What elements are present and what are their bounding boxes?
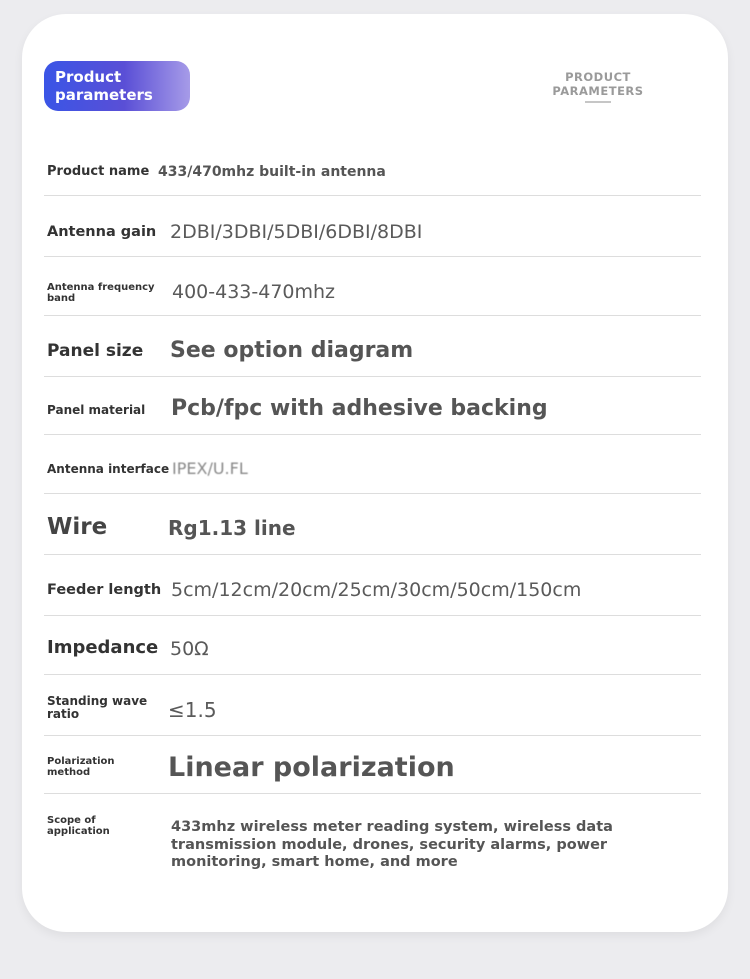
param-value: Rg1.13 line xyxy=(168,516,296,540)
param-row-impedance xyxy=(44,616,701,675)
param-label: Standing wave ratio xyxy=(47,694,148,721)
param-value: Pcb/fpc with adhesive backing xyxy=(171,396,548,421)
badge-line1: Product xyxy=(55,68,122,86)
param-value: IPEX/U.FL xyxy=(172,459,248,478)
corner-heading xyxy=(548,70,648,103)
corner-line2: PARAMETERS xyxy=(552,84,644,98)
param-row-wire xyxy=(44,494,701,555)
param-value: Linear polarization xyxy=(168,752,455,783)
param-row-standing-wave-ratio xyxy=(44,675,701,736)
param-label: Polarization method xyxy=(47,756,115,778)
param-label: Product name xyxy=(47,164,150,179)
scope-value: 433mhz wireless meter reading system, wireless data transmission module, drones, security alarms, power monitoring, smart home, and more xyxy=(171,819,613,870)
param-value: 433/470mhz built-in antenna xyxy=(158,164,386,180)
param-label: Antenna gain xyxy=(47,224,157,240)
param-row-panel-material xyxy=(44,377,701,435)
param-row-antenna-gain xyxy=(44,196,701,257)
param-row-product-name xyxy=(44,150,701,196)
param-label: Panel material xyxy=(47,403,146,417)
param-label: Antenna interface xyxy=(47,462,170,476)
param-value: 50Ω xyxy=(170,638,209,660)
param-label: Scope of application xyxy=(47,815,110,837)
section-badge xyxy=(44,61,190,111)
param-label: Impedance xyxy=(47,637,159,658)
param-value: 5cm/12cm/20cm/25cm/30cm/50cm/150cm xyxy=(171,579,582,601)
param-label: Feeder length xyxy=(47,582,162,598)
param-label: Wire xyxy=(47,514,108,540)
corner-line1: PRODUCT xyxy=(565,70,631,84)
param-value: See option diagram xyxy=(170,338,414,363)
param-row-antenna-interface xyxy=(44,435,701,494)
param-value: ≤1.5 xyxy=(168,698,217,722)
param-label: Antenna frequency band xyxy=(47,282,155,304)
param-row-panel-size xyxy=(44,316,701,377)
param-value: 400-433-470mhz xyxy=(172,281,336,303)
param-value: 2DBI/3DBI/5DBI/6DBI/8DBI xyxy=(170,221,423,243)
param-row-polarization xyxy=(44,736,701,794)
corner-underline xyxy=(585,101,611,103)
param-label: Panel size xyxy=(47,341,144,361)
badge-line2: parameters xyxy=(55,86,153,104)
param-row-frequency-band xyxy=(44,257,701,316)
param-row-feeder-length xyxy=(44,555,701,616)
